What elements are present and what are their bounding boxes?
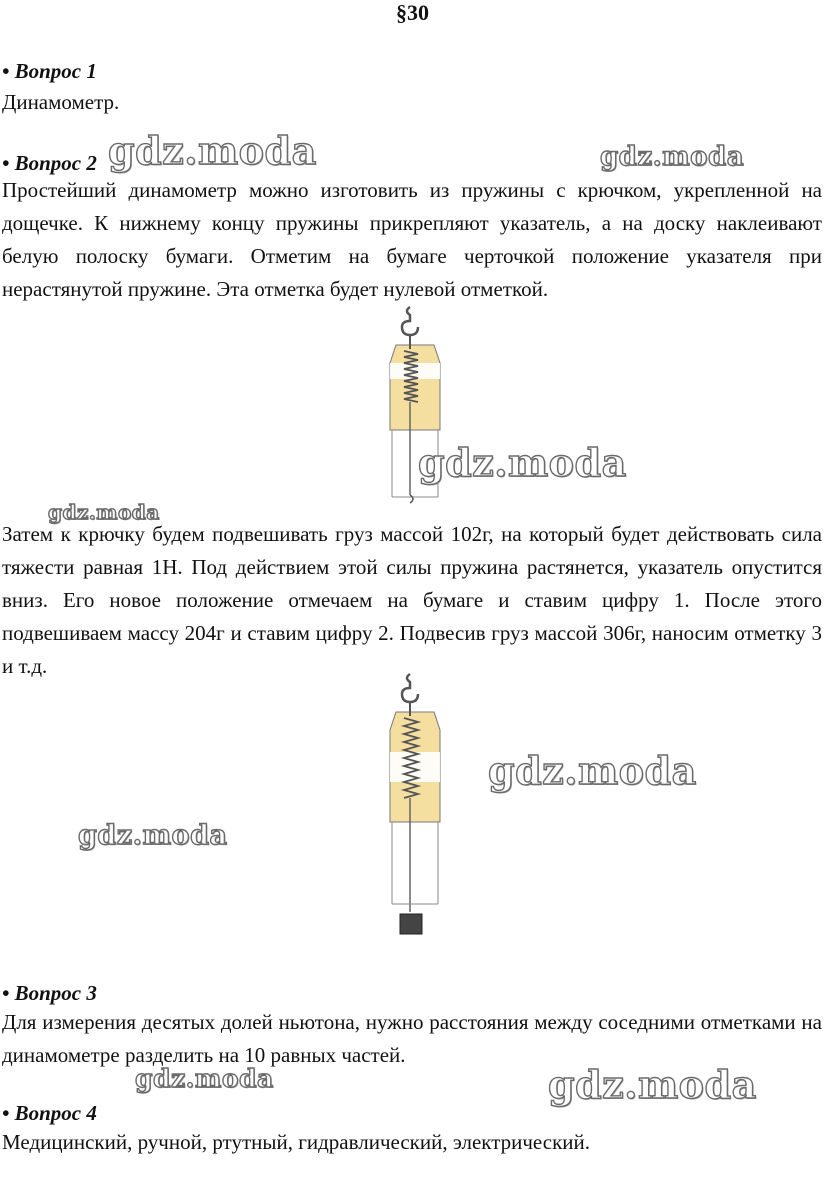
- watermark-logo: gdz.moda: [78, 820, 228, 851]
- question-4-heading: • Вопрос 4: [2, 1101, 97, 1125]
- watermark-logo: gdz.moda: [600, 142, 745, 172]
- dynamometer-unloaded-figure: [380, 305, 450, 505]
- question-1-heading: • Вопрос 1: [2, 59, 97, 83]
- watermark-logo: gdz.moda: [108, 128, 317, 173]
- page-title: §30: [396, 0, 429, 25]
- question-4-answer: Медицинский, ручной, ртутный, гидравлический, электрический.: [2, 1130, 591, 1154]
- question-2-paragraph-2: Затем к крючку будем подвешивать груз массой 102г, на который будет действовать сила тяжести равная 1Н. Под действием этой силы пружина растянется, указатель опустится вниз. Его новое положение отмечаем на бумаге и ставим цифру 1. После этого подвешиваем массу 204г и ставим цифру 2. Подвесив груз массой 306г, наносим отметку 3 и т.д.: [2, 522, 822, 678]
- watermark-logo: gdz.moda: [488, 748, 697, 793]
- dynamometer-loaded-figure: [380, 672, 450, 942]
- watermark-logo: gdz.moda: [418, 440, 627, 485]
- watermark-logo: gdz.moda: [48, 500, 160, 524]
- question-2-heading: • Вопрос 2: [2, 151, 97, 175]
- question-3-answer: Для измерения десятых долей ньютона, нужно расстояния между соседними отметками на динамометре разделить на 10 равных частей.: [2, 1010, 822, 1067]
- question-2-paragraph-1: Простейший динамометр можно изготовить из пружины с крючком, укрепленной на дощечке. К нижнему концу пружины прикрепляют указатель, а на доску наклеивают белую полоску бумаги. Отметим на бумаге черточкой положение указателя при нерастянутой пружине. Эта отметка будет нулевой отметкой.: [2, 178, 822, 301]
- watermark-logo: gdz.moda: [548, 1062, 757, 1107]
- watermark-logo: gdz.moda: [135, 1064, 274, 1093]
- question-3-heading: • Вопрос 3: [2, 981, 97, 1005]
- question-1-answer: Динамометр.: [2, 90, 120, 114]
